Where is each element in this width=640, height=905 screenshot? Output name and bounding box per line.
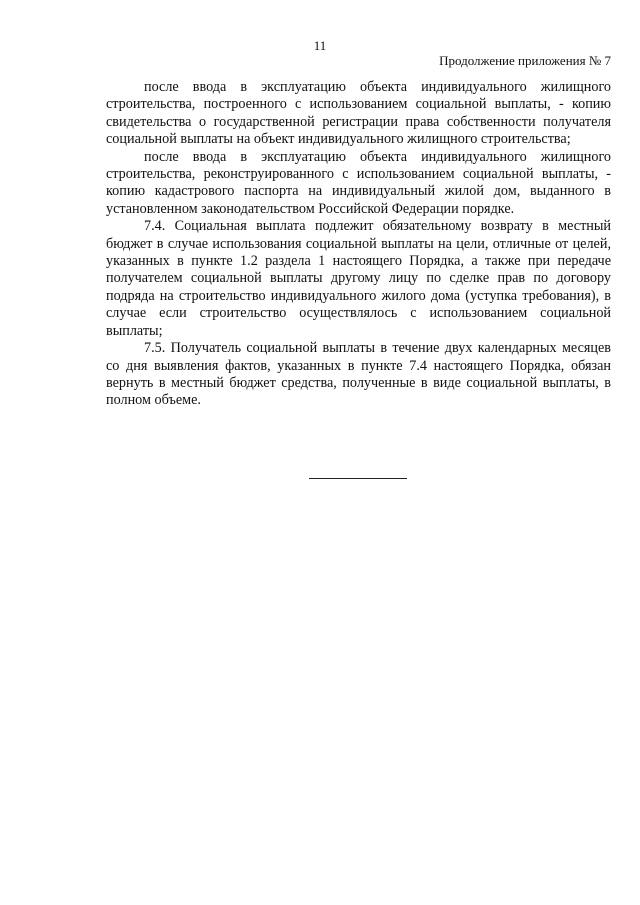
document-body: [106, 79, 611, 410]
paragraph-clause-7-4: 7.4. Социальная выплата подлежит обязательному возврату в местный бюджет в случае использования социальной выплаты на цели, отличные от целей, указанных в пункте 1.2 раздела 1 настоящего Порядка, а также при передаче получателем социальной выплаты другому лицу по сделке прав по договору подряда на строительство индивидуального жилого дома (уступка требования), в случае если строительство осуществлялось с использованием социальной выплаты;: [106, 218, 611, 339]
page-number: 11: [313, 38, 327, 53]
paragraph-ownership-certificate: после ввода в эксплуатацию объекта индивидуального жилищного строительства, построенного с использованием социальной выплаты, - копию свидетельства о государственной регистрации права собственности получателя социальной выплаты на объект индивидуального жилищного строительства;: [106, 79, 611, 148]
paragraph-clause-7-5: 7.5. Получатель социальной выплаты в течение двух календарных месяцев со дня выявления фактов, указанных в пункте 7.4 настоящего Порядка, обязан вернуть в местный бюджет средства, полученные в виде социальной выплаты, в полном объеме.: [106, 340, 611, 409]
continuation-label: Продолжение приложения № 7: [439, 53, 611, 68]
separator-line: [309, 478, 407, 479]
paragraph-cadastral-passport: после ввода в эксплуатацию объекта индивидуального жилищного строительства, реконструированного с использованием социальной выплаты, - копию кадастрового паспорта на индивидуальный жилой дом, выданного в установленном законодательством Российской Федерации порядке.: [106, 148, 611, 217]
